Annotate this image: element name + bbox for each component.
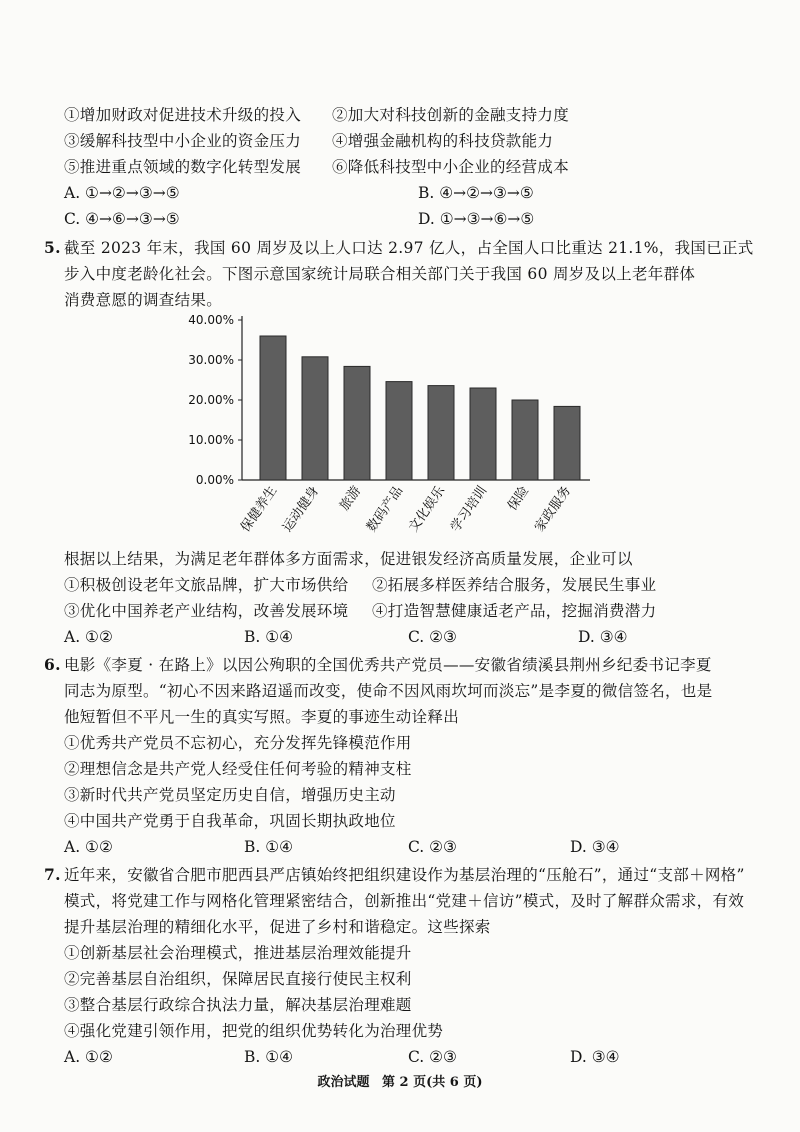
q6-item-4: ④中国共产党勇于自我革命，巩固长期执政地位 — [64, 812, 396, 830]
q4-item-4: ④增强金融机构的科技贷款能力 — [332, 132, 554, 150]
q4-item-3: ③缓解科技型中小企业的资金压力 — [64, 132, 302, 150]
q4-option-c: C. ④→⑥→③→⑤ — [64, 210, 180, 228]
footer-subject: 政治试题 — [317, 1075, 370, 1090]
x-tick-label: 家政服务 — [532, 483, 575, 535]
q7-stem-line-1: 近年来，安徽省合肥市肥西县严店镇始终把组织建设作为基层治理的“压舱石”，通过“支部＋网格” — [64, 866, 745, 884]
q7-stem-line-2: 模式，将党建工作与网格化管理紧密结合，创新推出“党建＋信访”模式，及时了解群众需求，有效 — [64, 892, 745, 910]
x-tick-label: 旅游 — [337, 483, 365, 514]
y-tick-label: 30.00% — [188, 353, 234, 367]
q7-item-4: ④强化党建引领作用，把党的组织优势转化为治理优势 — [64, 1022, 444, 1040]
bar — [470, 388, 496, 480]
q7-number: 7. — [44, 865, 61, 884]
x-tick-label: 运动健身 — [280, 483, 323, 535]
bar — [386, 382, 412, 480]
q5-stem-line-1: 截至 2023 年末，我国 60 周岁及以上人口达 2.97 亿人，占全国人口比重达 21.1%，我国已正式 — [64, 239, 754, 257]
q5-option-a: A. ①② — [64, 628, 113, 646]
q6-stem-line-3: 他短暂但不平凡一生的真实写照。李夏的事迹生动诠释出 — [64, 708, 460, 726]
q6-option-d: D. ③④ — [570, 838, 620, 856]
x-tick-label: 保健养生 — [238, 483, 281, 535]
q5-number: 5. — [44, 238, 61, 257]
y-tick-label: 10.00% — [188, 433, 234, 447]
q4-option-a: A. ①→②→③→⑤ — [64, 184, 180, 202]
q6-item-3: ③新时代共产党员坚定历史自信，增强历史主动 — [64, 786, 396, 804]
q6-item-1: ①优秀共产党员不忘初心，充分发挥先锋模范作用 — [64, 734, 412, 752]
consumption-willingness-bar-chart — [180, 308, 610, 548]
y-tick-label: 0.00% — [195, 473, 234, 487]
q4-item-5: ⑤推进重点领域的数字化转型发展 — [64, 158, 302, 176]
q7-option-d: D. ③④ — [570, 1048, 620, 1066]
bar — [302, 357, 328, 480]
bar — [260, 336, 286, 480]
q6-option-a: A. ①② — [64, 838, 113, 856]
q4-item-6: ⑥降低科技型中小企业的经营成本 — [332, 158, 570, 176]
q4-option-d: D. ①→③→⑥→⑤ — [418, 210, 535, 228]
x-tick-label: 学习培训 — [448, 483, 491, 535]
q7-item-3: ③整合基层行政综合执法力量，解决基层治理难题 — [64, 996, 412, 1014]
bar — [428, 386, 454, 480]
q6-item-2: ②理想信念是共产党人经受住任何考验的精神支柱 — [64, 760, 412, 778]
y-tick-label: 40.00% — [188, 313, 234, 327]
q5-after-text: 根据以上结果，为满足老年群体多方面需求，促进银发经济高质量发展，企业可以 — [64, 550, 633, 568]
q7-stem-line-3: 提升基层治理的精细化水平，促进了乡村和谐稳定。这些探索 — [64, 918, 491, 936]
q5-option-b: B. ①④ — [244, 628, 294, 646]
q5-option-c: C. ②③ — [408, 628, 457, 646]
q4-item-2: ②加大对科技创新的金融支持力度 — [332, 106, 570, 124]
x-tick-label: 数码产品 — [364, 483, 407, 535]
footer-page-number: 第 2 页(共 6 页) — [382, 1075, 483, 1090]
q7-option-c: C. ②③ — [408, 1048, 457, 1066]
q5-item-4: ④打造智慧健康适老产品，挖掘消费潜力 — [372, 602, 657, 620]
q7-option-b: B. ①④ — [244, 1048, 294, 1066]
bar — [344, 366, 370, 480]
q5-item-1: ①积极创设老年文旅品牌，扩大市场供给 — [64, 576, 349, 594]
q6-stem-line-1: 电影《李夏 · 在路上》以因公殉职的全国优秀共产党员——安徽省绩溪县荆州乡纪委书记李夏 — [64, 656, 712, 674]
bar — [512, 400, 538, 480]
q5-stem-line-3: 消费意愿的调查结果。 — [64, 291, 223, 309]
q6-option-c: C. ②③ — [408, 838, 457, 856]
page-footer — [0, 1071, 800, 1090]
q6-stem-line-2: 同志为原型。“初心不因来路迢遥而改变，使命不因风雨坎坷而淡忘”是李夏的微信签名，也是 — [64, 682, 713, 700]
q5-option-d: D. ③④ — [578, 628, 628, 646]
q7-option-a: A. ①② — [64, 1048, 113, 1066]
q4-item-1: ①增加财政对促进技术升级的投入 — [64, 106, 302, 124]
x-tick-label: 文化娱乐 — [406, 483, 449, 535]
q7-item-2: ②完善基层自治组织，保障居民直接行使民主权利 — [64, 970, 412, 988]
q7-item-1: ①创新基层社会治理模式，推进基层治理效能提升 — [64, 944, 412, 962]
q5-item-2: ②拓展多样医养结合服务，发展民生事业 — [372, 576, 657, 594]
q6-option-b: B. ①④ — [244, 838, 294, 856]
x-tick-label: 保险 — [505, 483, 533, 514]
q5-item-3: ③优化中国养老产业结构，改善发展环境 — [64, 602, 349, 620]
q4-option-b: B. ④→②→③→⑤ — [418, 184, 534, 202]
q5-stem-line-2: 步入中度老龄化社会。下图示意国家统计局联合相关部门关于我国 60 周岁及以上老年群体 — [64, 265, 696, 283]
bar — [554, 406, 580, 480]
y-tick-label: 20.00% — [188, 393, 234, 407]
q6-number: 6. — [44, 655, 61, 674]
